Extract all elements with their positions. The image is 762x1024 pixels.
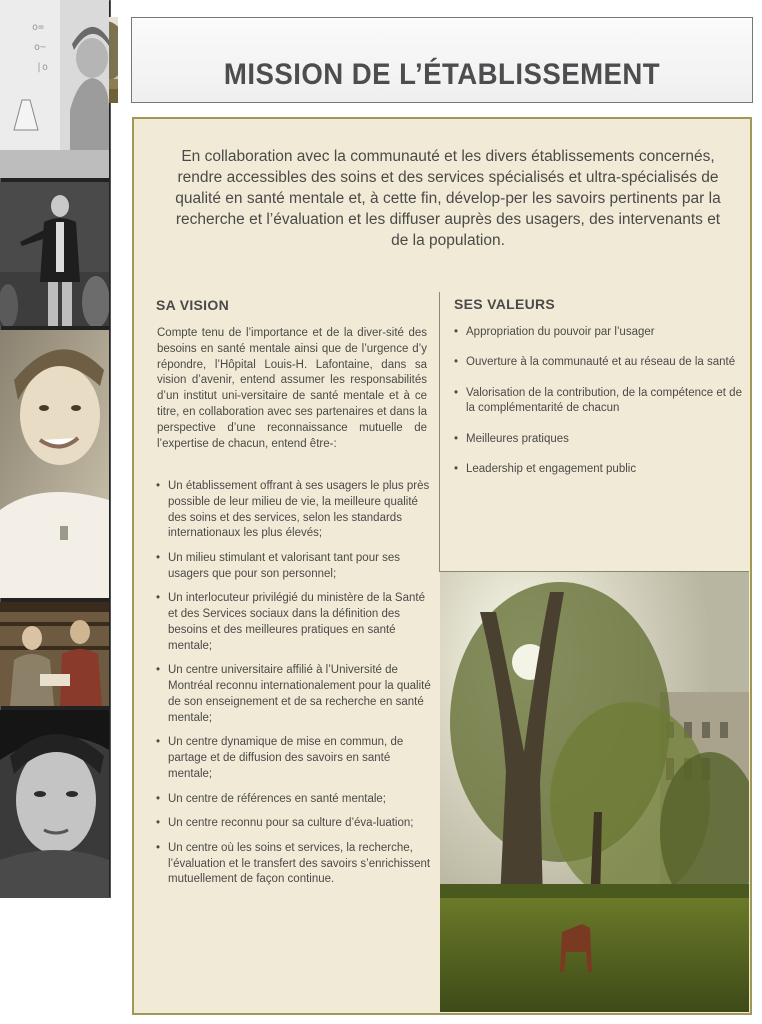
list-item: • Un centre où les soins et services, la recherche, l’évaluation et le transfert des savoirs s’enrichissent mutuellement de façon continue. bbox=[154, 841, 434, 888]
woman-portrait-photo bbox=[0, 710, 109, 898]
list-item: • Un centre dynamique de mise en commun, de partage et de diffusion des savoirs en santé mentale; bbox=[154, 735, 434, 782]
svg-text:|o: |o bbox=[36, 62, 49, 73]
list-item: • Un centre reconnu pour sa culture d’éva-luation; bbox=[154, 816, 434, 832]
teacher-lecturing-photo bbox=[0, 182, 109, 326]
list-item: • Leadership et engagement public bbox=[452, 462, 742, 478]
values-heading: SES VALEURS bbox=[454, 296, 556, 312]
list-item: • Meilleures pratiques bbox=[452, 432, 742, 448]
vision-heading: SA VISION bbox=[156, 297, 229, 313]
vision-list bbox=[154, 479, 434, 897]
list-item: • Un milieu stimulant et valorisant tant pour ses usagers que pour son personnel; bbox=[154, 551, 434, 583]
park-with-trees-photo bbox=[440, 572, 749, 1012]
values-list bbox=[452, 325, 742, 493]
title-banner bbox=[131, 17, 753, 103]
smiling-nurse-photo bbox=[0, 330, 109, 598]
list-item: • Un établissement offrant à ses usagers le plus près possible de leur milieu de vie, la meilleure qualité des soins et des services, selon les standards internationaux les plus élevés; bbox=[154, 479, 434, 542]
list-item: • Un centre universitaire affilié à l’Université de Montréal reconnu internationalement pour la qualité de son enseignement et de sa recherche en santé mentale; bbox=[154, 663, 434, 726]
column-divider bbox=[439, 292, 440, 572]
students-in-library-photo bbox=[0, 602, 109, 706]
svg-text:o=: o= bbox=[32, 22, 45, 33]
researcher-with-flask-photo bbox=[0, 0, 109, 178]
page-title: MISSION DE L’ÉTABLISSEMENT bbox=[223, 58, 661, 91]
list-item: • Un centre de références en santé mentale; bbox=[154, 792, 434, 808]
list-item: • Appropriation du pouvoir par l’usager bbox=[452, 325, 742, 341]
list-item: • Un interlocuteur privilégié du ministère de la Santé et des Services sociaux dans la définition des besoins et des meilleures pratiques en santé mentale; bbox=[154, 591, 434, 654]
list-item: • Ouverture à la communauté et au réseau de la santé bbox=[452, 355, 742, 371]
left-photo-strip bbox=[0, 0, 111, 898]
vision-intro-text: Compte tenu de l’importance et de la diver-sité des besoins en santé mentale ainsi que de l’urgence d’y répondre, l’Hôpital Louis-H. Lafontaine, dans sa vision d’avenir, entend assumer les responsabilités d’un institut uni-versitaire de santé mentale et à ce titre, en collaboration avec ses partenaires et dans la perspective d’une reconnaissance mutuelle de l’expertise de chacun, entend être-: bbox=[157, 327, 427, 450]
svg-text:o~: o~ bbox=[34, 42, 47, 53]
list-item: • Valorisation de la contribution, de la compétence et de la complémentarité de chacun bbox=[452, 386, 742, 417]
mission-statement: En collaboration avec la communauté et les divers établissements concernés, rendre accessibles des soins et des services spécialisés et ultra-spécialisés de qualité en santé mentale et, à cette fin, dévelop-per les savoirs pertinents par la recherche et l’évaluation et les diffuser auprès des usagers, des intervenants et de la population. bbox=[175, 148, 721, 249]
